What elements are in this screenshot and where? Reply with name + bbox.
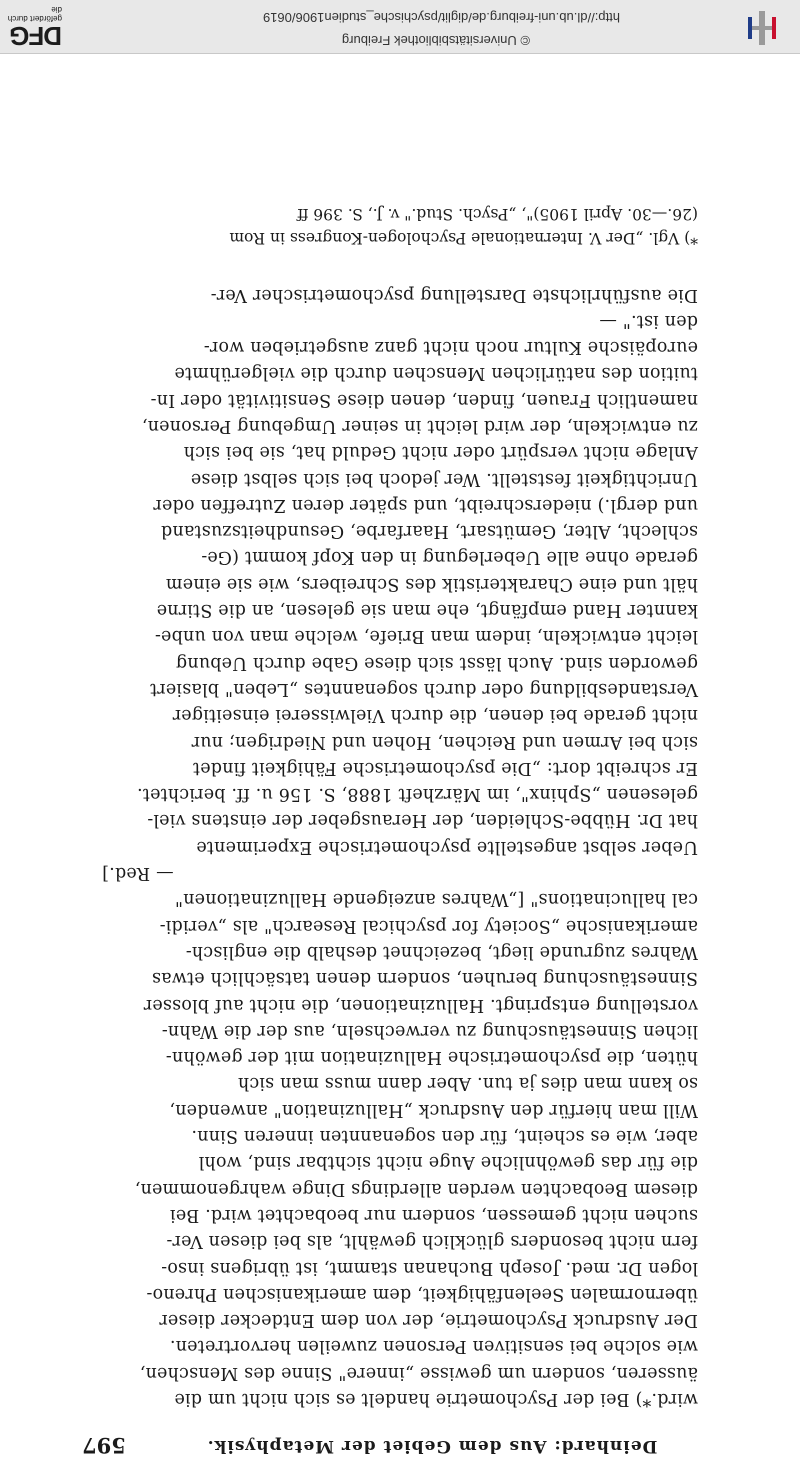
text-line: gelesenen „Sphinx", im Märzheft 1888, S. 156 u. ff. berichtet. xyxy=(136,784,698,805)
text-line: zu entwickeln, der wird leicht in seiner Umgebung Personen, xyxy=(141,416,698,437)
text-line: die für das gewöhnliche Auge nicht sichtbar sind, wohl xyxy=(198,1152,698,1173)
text-line: schlecht, Alter, Gemütsart, Haarfarbe, Gesundheitszustand xyxy=(160,521,698,542)
text-line: kannter Hand empfängt, ehe man sie gelesen, an die Stirne xyxy=(156,600,698,621)
text-line: vorstellung entspringt. Halluzinationen, die nicht auf blosser xyxy=(143,994,698,1015)
text-line: hüten, die psychometrische Halluzination mit der gewöhn- xyxy=(165,1047,698,1068)
running-title: Deinhard: Aus dem Gebiet der Metaphysik. xyxy=(206,1436,658,1456)
footnote-line: (26.—30. April 1905)", „Psych. Stud." v. J., S. 396 ff xyxy=(297,205,698,223)
dfg-mark: DFG xyxy=(10,21,62,51)
text-line: aber, wie es scheint, für den sogenannten inneren Sinn. xyxy=(191,1126,698,1147)
text-line: gerade ohne alle Ueberlegung in den Kopf kommt (Ge- xyxy=(201,547,698,568)
text-line: Der Ausdruck Psychometrie, der von dem Entdecker dieser xyxy=(159,1310,698,1331)
text-line: übernormalen Seelenfähigkeit, dem amerikanischen Phreno- xyxy=(146,1283,698,1304)
text-line: lichen Sinnestäuschung zu verwechseln, aus der die Wahn- xyxy=(161,1020,698,1041)
text-line: so kann man dies ja tun. Aber dann muss man sich xyxy=(237,1073,698,1094)
text-line: den ist." — xyxy=(599,310,698,331)
text-line: namentlich Frauen, finden, denen diese Sensitivität oder In- xyxy=(150,389,698,410)
copyright-notice: © Universitätsbibliothek Freiburg xyxy=(341,33,530,48)
text-line: — Red.] xyxy=(102,863,174,884)
footnote xyxy=(102,202,698,250)
text-line: wie solche bei sensitiven Personen zuweilen hervortreten. xyxy=(169,1336,698,1357)
running-head xyxy=(82,1426,692,1456)
text-line: sich bei Armen und Reichen, Hohen und Niedrigen; nur xyxy=(191,731,698,752)
text-line: Wahres zugrunde liegt, bezeichnet deshalb die englisch- xyxy=(185,941,698,962)
text-line: Ueber selbst angestellte psychometrische Experimente xyxy=(196,836,698,857)
body-text xyxy=(102,281,698,1412)
source-url-link[interactable]: http://dl.ub.uni-freiburg.de/diglit/psychische_studien1906/0619 xyxy=(262,10,620,25)
text-line: Sinnestäuschung beruhen, sondern denen tatsächlich etwas xyxy=(151,968,698,989)
page-number: 597 xyxy=(82,1433,126,1458)
text-line: Die ausführlichste Darstellung psychometrischer Ver- xyxy=(210,284,698,305)
text-line: suchen nicht gemessen, sondern nur beobachtet wird. Bei xyxy=(169,1204,698,1225)
library-banner xyxy=(0,0,800,54)
text-line: Anlage nicht verspürt oder nicht Geduld hat, sie bei sich xyxy=(183,442,698,463)
text-line: und dergl.) niederschreibt, und später deren Zutreffen oder xyxy=(153,494,698,515)
text-line: fern nicht besonders glücklich gewählt, als bei diesen Ver- xyxy=(166,1231,698,1252)
text-line: Will man hierfür den Ausdruck „Halluzination" anwenden, xyxy=(169,1099,698,1120)
text-line: hält und eine Charakteristik des Schreibers, wie sie einem xyxy=(165,573,698,594)
dfg-logo xyxy=(2,3,62,49)
text-line: nicht gerade bei denen, die durch Vielwisserei einseitiger xyxy=(172,705,698,726)
text-line: äusseren, sondern um gewisse „innere" Sinne des Menschen, xyxy=(139,1362,698,1383)
text-line: tuition des natürlichen Menschen durch die vielgerühmte xyxy=(174,363,698,384)
text-line: amerikanische „Society for psychical Research" als „veridi- xyxy=(159,915,698,936)
text-line: Verstandesbildung oder durch sogenanntes „Leben" blasiert xyxy=(149,678,698,699)
text-line: logen Dr. med. Joseph Buchanan stammt, ist übrigens inso- xyxy=(161,1257,698,1278)
text-line: leicht entwickeln, indem man Briefe, welche man von unbe- xyxy=(154,626,698,647)
text-line: Er schreibt dort: „Die psychometrische Fähigkeit findet xyxy=(192,757,698,778)
footnote-line: *) Vgl. „Der V. Internationale Psychologen-Kongress in Rom xyxy=(229,229,698,247)
dfg-subtitle: gefördert durch die xyxy=(7,5,62,23)
text-line: geworden sind. Auch lässt sich diese Gabe durch Uebung xyxy=(175,652,698,673)
text-line: diesem Beobachten werden allerdings Dinge wahrgenommen, xyxy=(134,1178,698,1199)
text-line: hat Dr. Hübbe-Schleiden, der Herausgeber der einstens viel- xyxy=(147,810,698,831)
text-line: wird.*) Bei der Psychometrie handelt es sich nicht um die xyxy=(174,1389,698,1409)
text-line: europäische Kultur noch nicht ganz ausgetrieben wor- xyxy=(203,337,698,358)
text-line: Unrichtigkeit feststellt. Wer jedoch bei sich selbst diese xyxy=(190,468,698,489)
university-logo-icon xyxy=(742,11,782,45)
text-line: cal hallucinations" [„Wahres anzeigende Halluzinationen" xyxy=(174,889,698,910)
